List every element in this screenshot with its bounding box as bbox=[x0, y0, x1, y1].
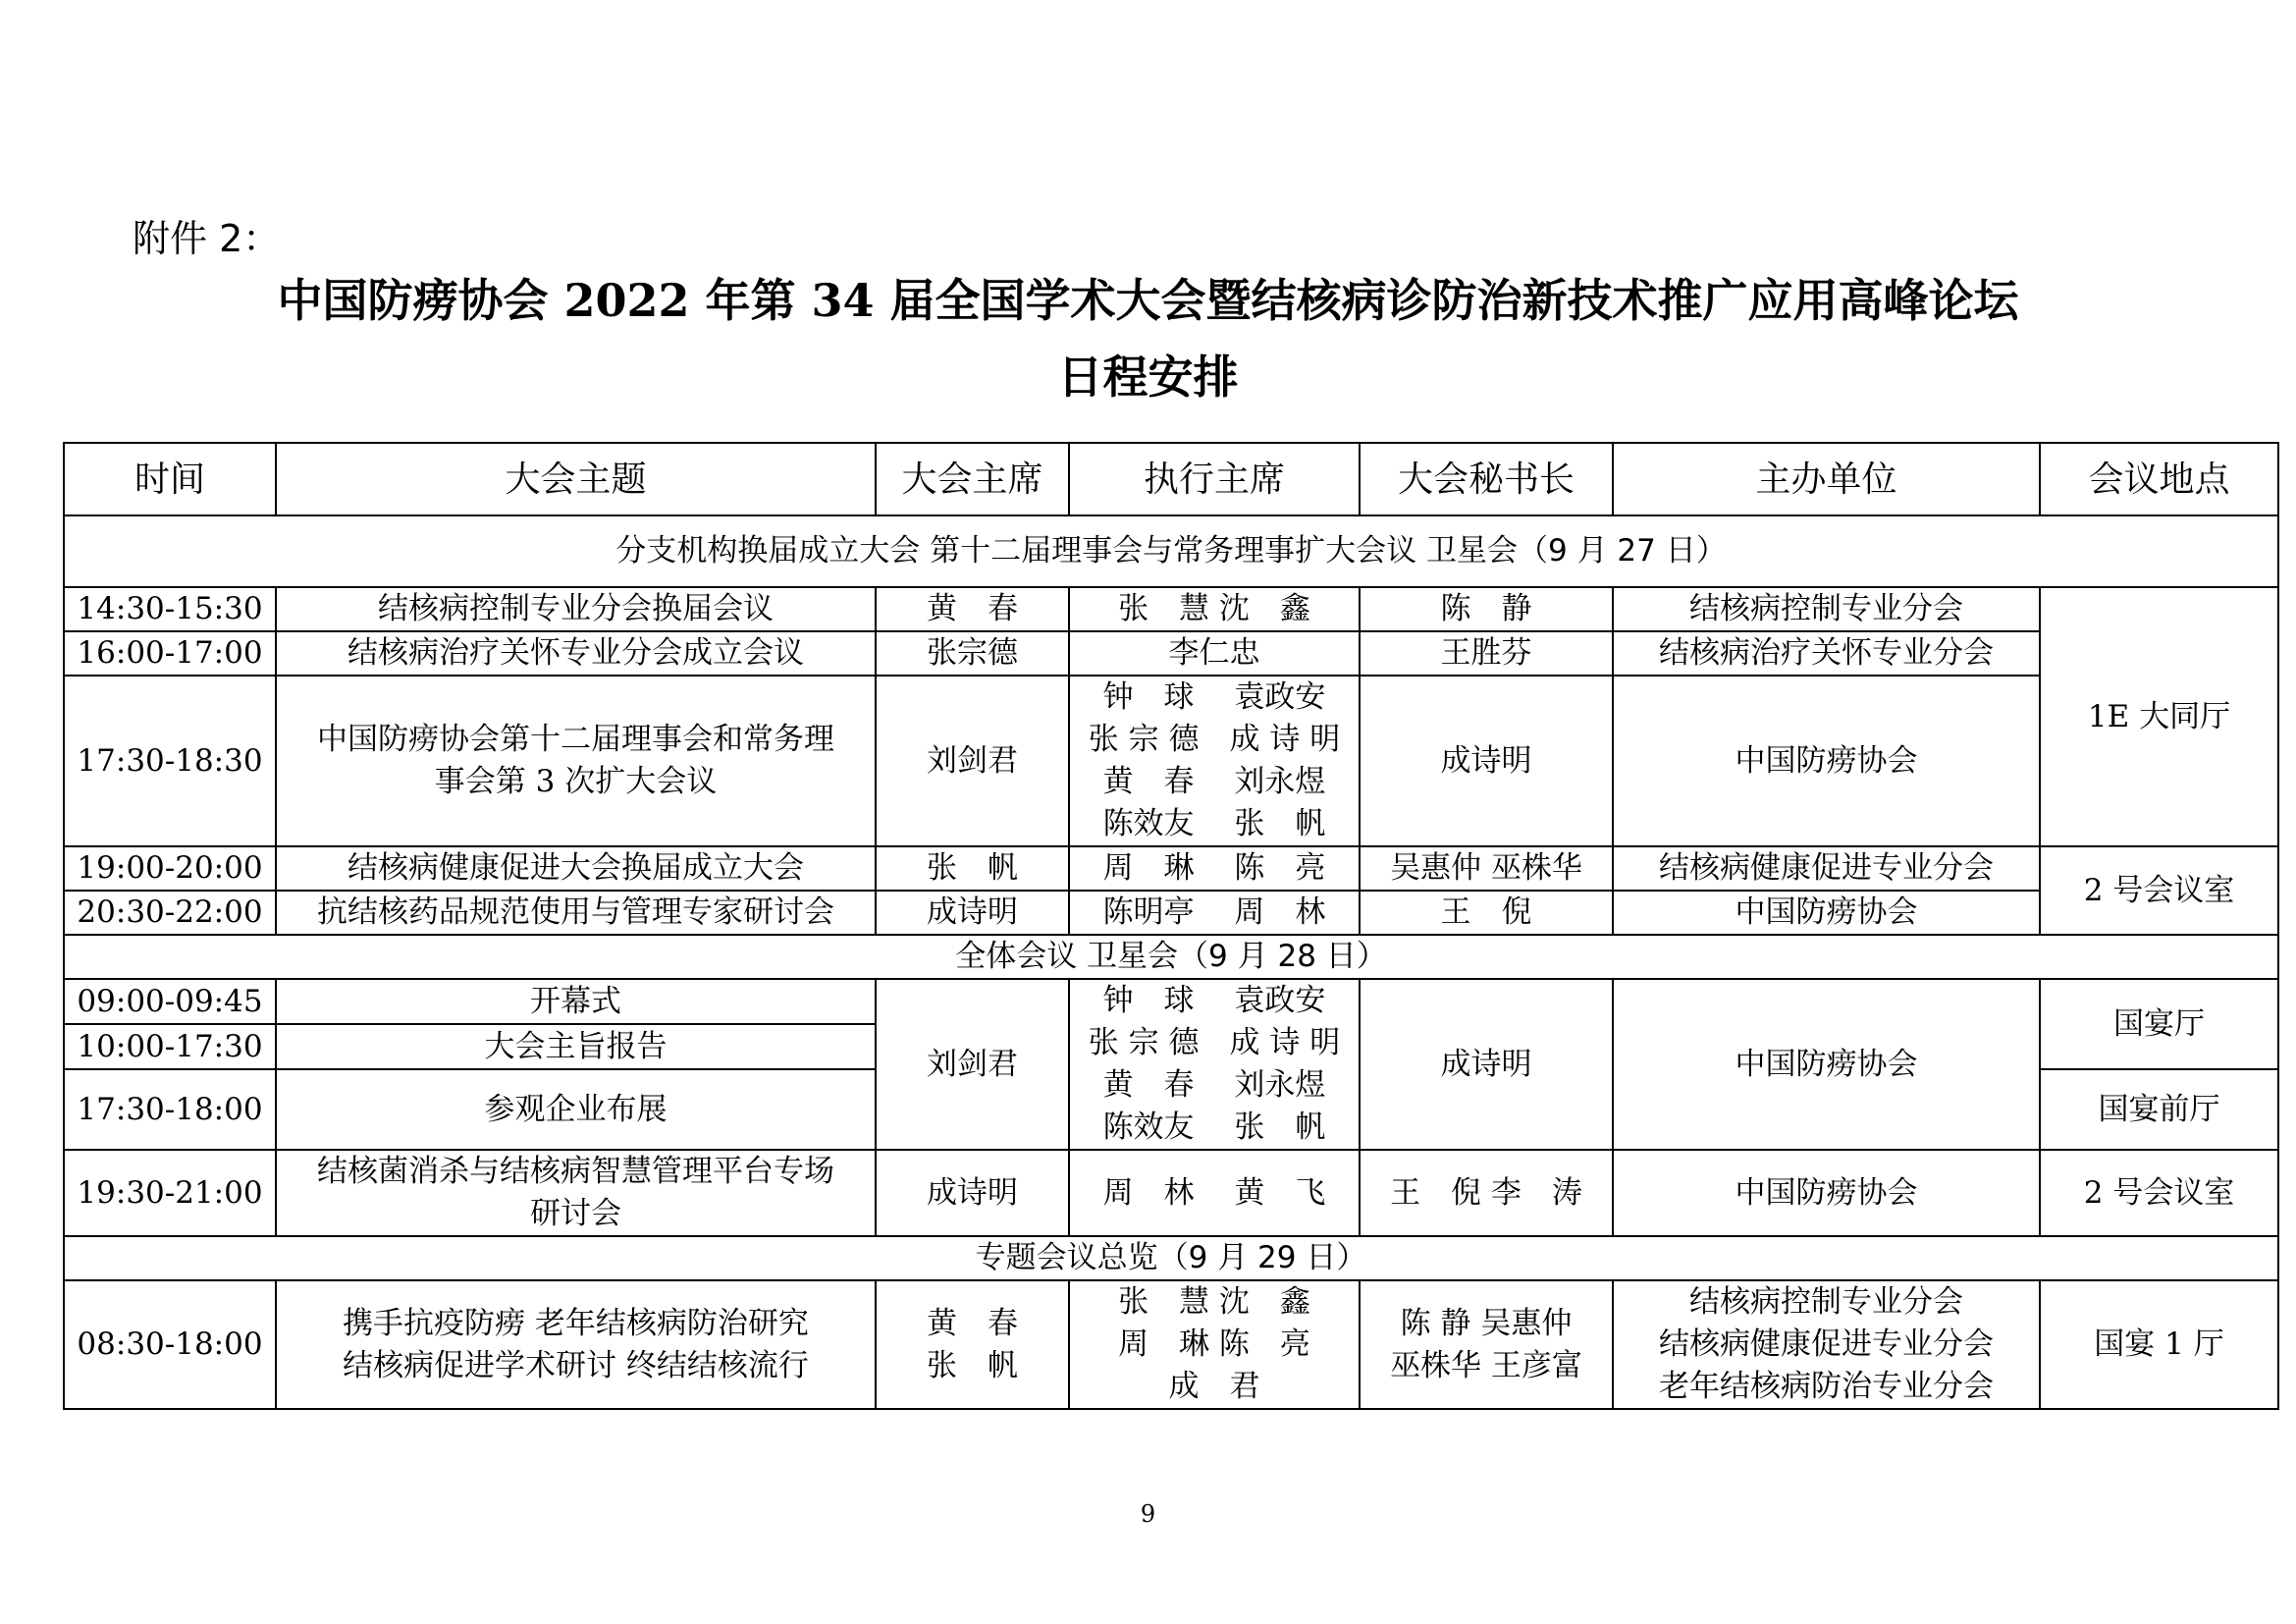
section-row bbox=[64, 515, 2278, 587]
exec-chair-cell bbox=[1069, 979, 1360, 1150]
table-row bbox=[64, 846, 2278, 891]
secretary-line: 陈 静 吴惠仲 bbox=[1400, 1305, 1573, 1341]
organizer-cell: 中国防痨协会 bbox=[1613, 979, 2040, 1150]
time-cell: 10:00-17:30 bbox=[64, 1024, 276, 1069]
exec-chair-cell: 周 林 黄 飞 bbox=[1069, 1150, 1360, 1236]
header-time: 时间 bbox=[64, 443, 276, 515]
secretary-cell bbox=[1360, 1280, 1613, 1409]
location-cell: 国宴前厅 bbox=[2040, 1069, 2278, 1150]
topic-cell: 参观企业布展 bbox=[276, 1069, 876, 1150]
topic-cell: 结核病控制专业分会换届会议 bbox=[276, 587, 876, 631]
organizer-cell bbox=[1613, 1280, 2040, 1409]
topic-cell: 结核病治疗关怀专业分会成立会议 bbox=[276, 631, 876, 676]
time-cell: 19:00-20:00 bbox=[64, 846, 276, 891]
location-cell: 国宴厅 bbox=[2040, 979, 2278, 1069]
exec-chair-line: 黄 春 刘永煜 bbox=[1102, 764, 1326, 799]
topic-cell: 开幕式 bbox=[276, 979, 876, 1024]
time-cell: 14:30-15:30 bbox=[64, 587, 276, 631]
topic-line: 中国防痨协会第十二届理事会和常务理 bbox=[317, 722, 834, 757]
time-cell: 16:00-17:00 bbox=[64, 631, 276, 676]
exec-chair-line: 张 慧 沈 鑫 bbox=[1118, 1284, 1310, 1320]
chair-cell: 刘剑君 bbox=[876, 676, 1069, 846]
secretary-cell: 王胜芬 bbox=[1360, 631, 1613, 676]
table-row bbox=[64, 1280, 2278, 1409]
topic-line: 结核病促进学术研讨 终结结核流行 bbox=[343, 1347, 809, 1383]
chair-cell bbox=[876, 1280, 1069, 1409]
header-exec-chair: 执行主席 bbox=[1069, 443, 1360, 515]
exec-chair-line: 张 宗 德 成 诗 明 bbox=[1088, 722, 1341, 757]
time-cell: 09:00-09:45 bbox=[64, 979, 276, 1024]
exec-chair-cell: 张 慧 沈 鑫 bbox=[1069, 587, 1360, 631]
topic-line: 事会第 3 次扩大会议 bbox=[434, 764, 718, 799]
exec-chair-cell: 周 琳 陈 亮 bbox=[1069, 846, 1360, 891]
location-cell: 1E 大同厅 bbox=[2040, 587, 2278, 846]
exec-chair-line: 成 君 bbox=[1168, 1369, 1260, 1404]
topic-line: 研讨会 bbox=[530, 1196, 621, 1231]
chair-cell: 张宗德 bbox=[876, 631, 1069, 676]
section-heading: 全体会议 卫星会（9 月 28 日） bbox=[64, 935, 2278, 979]
organizer-cell: 结核病控制专业分会 bbox=[1613, 587, 2040, 631]
chair-cell: 黄 春 bbox=[876, 587, 1069, 631]
chair-line: 黄 春 bbox=[927, 1305, 1018, 1341]
section-heading: 专题会议总览（9 月 29 日） bbox=[64, 1236, 2278, 1280]
document-title: 中国防痨协会 2022 年第 34 届全国学术大会暨结核病诊防治新技术推广应用高峰论坛 bbox=[277, 274, 2019, 327]
table-row bbox=[64, 676, 2278, 846]
location-cell: 国宴 1 厅 bbox=[2040, 1280, 2278, 1409]
secretary-line: 巫株华 王彦富 bbox=[1390, 1347, 1582, 1383]
table-row bbox=[64, 631, 2278, 676]
page-number: 9 bbox=[1140, 1500, 1156, 1528]
chair-line: 张 帆 bbox=[927, 1347, 1018, 1383]
section-row bbox=[64, 1236, 2278, 1280]
header-topic: 大会主题 bbox=[276, 443, 876, 515]
table-row bbox=[64, 587, 2278, 631]
topic-cell bbox=[276, 1280, 876, 1409]
exec-chair-cell bbox=[1069, 1280, 1360, 1409]
organizer-line: 结核病健康促进专业分会 bbox=[1659, 1326, 1994, 1362]
topic-cell bbox=[276, 1150, 876, 1236]
attachment-label: 附件 2： bbox=[133, 217, 281, 260]
section-heading: 分支机构换届成立大会 第十二届理事会与常务理事扩大会议 卫星会（9 月 27 日） bbox=[64, 515, 2278, 587]
exec-chair-line: 陈效友 张 帆 bbox=[1102, 1110, 1326, 1145]
time-cell: 17:30-18:30 bbox=[64, 676, 276, 846]
organizer-line: 结核病控制专业分会 bbox=[1689, 1284, 1963, 1320]
secretary-cell: 陈 静 bbox=[1360, 587, 1613, 631]
topic-cell: 大会主旨报告 bbox=[276, 1024, 876, 1069]
exec-chair-line: 钟 球 袁政安 bbox=[1102, 983, 1326, 1018]
organizer-cell: 中国防痨协会 bbox=[1613, 1150, 2040, 1236]
exec-chair-cell bbox=[1069, 676, 1360, 846]
exec-chair-line: 钟 球 袁政安 bbox=[1102, 679, 1326, 715]
table-row bbox=[64, 891, 2278, 935]
chair-cell: 张 帆 bbox=[876, 846, 1069, 891]
organizer-cell: 结核病健康促进专业分会 bbox=[1613, 846, 2040, 891]
secretary-cell: 成诗明 bbox=[1360, 979, 1613, 1150]
section-row bbox=[64, 935, 2278, 979]
topic-cell bbox=[276, 676, 876, 846]
header-organizer: 主办单位 bbox=[1613, 443, 2040, 515]
secretary-cell: 王 倪 bbox=[1360, 891, 1613, 935]
organizer-cell: 中国防痨协会 bbox=[1613, 891, 2040, 935]
document-subtitle: 日程安排 bbox=[1057, 351, 1239, 404]
exec-chair-line: 陈效友 张 帆 bbox=[1102, 806, 1326, 841]
organizer-cell: 中国防痨协会 bbox=[1613, 676, 2040, 846]
chair-cell: 成诗明 bbox=[876, 1150, 1069, 1236]
chair-cell: 刘剑君 bbox=[876, 979, 1069, 1150]
exec-chair-cell: 陈明亭 周 林 bbox=[1069, 891, 1360, 935]
schedule-table bbox=[63, 442, 2279, 1410]
time-cell: 17:30-18:00 bbox=[64, 1069, 276, 1150]
exec-chair-line: 黄 春 刘永煜 bbox=[1102, 1067, 1326, 1103]
header-secretary: 大会秘书长 bbox=[1360, 443, 1613, 515]
location-cell: 2 号会议室 bbox=[2040, 846, 2278, 935]
secretary-cell: 王 倪 李 涛 bbox=[1360, 1150, 1613, 1236]
topic-line: 携手抗疫防痨 老年结核病防治研究 bbox=[343, 1305, 809, 1341]
time-cell: 20:30-22:00 bbox=[64, 891, 276, 935]
topic-line: 结核菌消杀与结核病智慧管理平台专场 bbox=[317, 1154, 834, 1189]
organizer-line: 老年结核病防治专业分会 bbox=[1659, 1369, 1994, 1404]
header-chair: 大会主席 bbox=[876, 443, 1069, 515]
exec-chair-line: 周 琳 陈 亮 bbox=[1118, 1326, 1310, 1362]
chair-cell: 成诗明 bbox=[876, 891, 1069, 935]
exec-chair-cell: 李仁忠 bbox=[1069, 631, 1360, 676]
table-header-row bbox=[64, 443, 2278, 515]
table-row bbox=[64, 979, 2278, 1024]
organizer-cell: 结核病治疗关怀专业分会 bbox=[1613, 631, 2040, 676]
secretary-cell: 吴惠仲 巫株华 bbox=[1360, 846, 1613, 891]
time-cell: 19:30-21:00 bbox=[64, 1150, 276, 1236]
header-location: 会议地点 bbox=[2040, 443, 2278, 515]
secretary-cell: 成诗明 bbox=[1360, 676, 1613, 846]
time-cell: 08:30-18:00 bbox=[64, 1280, 276, 1409]
table-row bbox=[64, 1150, 2278, 1236]
topic-cell: 结核病健康促进大会换届成立大会 bbox=[276, 846, 876, 891]
topic-cell: 抗结核药品规范使用与管理专家研讨会 bbox=[276, 891, 876, 935]
location-cell: 2 号会议室 bbox=[2040, 1150, 2278, 1236]
exec-chair-line: 张 宗 德 成 诗 明 bbox=[1088, 1025, 1341, 1060]
